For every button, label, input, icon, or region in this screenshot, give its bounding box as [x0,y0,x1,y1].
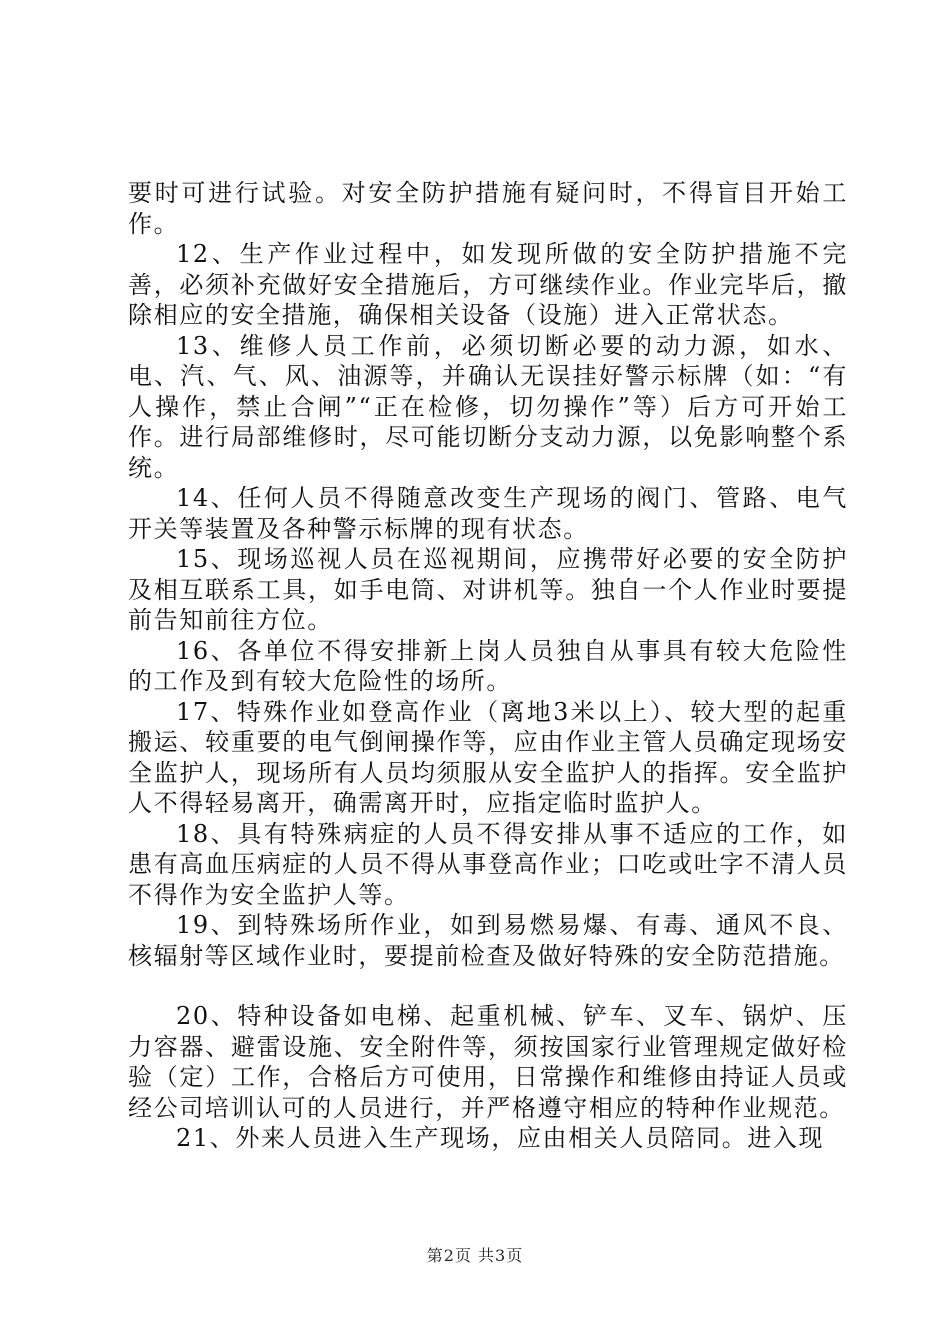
paragraph-item-14: 14、任何人员不得随意改变生产现场的阀门、管路、电气开关等装置及各种警示标牌的现有状态。 [128,484,848,543]
paragraph-item-21: 21、外来人员进入生产现场，应由相关人员陪同。进入现 [176,1124,825,1152]
paragraph-item-20: 20、特种设备如电梯、起重机械、铲车、叉车、锅炉、压力容器、避雷设施、安全附件等，须按国家行业管理规定做好检验（定）工作，合格后方可使用，日常操作和维修由持证人员或经公司培训认可的人员进行，并严格遵守相应的特种作业规范。 [128,1002,848,1122]
paragraph-item-18: 18、具有特殊病症的人员不得安排从事不适应的工作，如患有高血压病症的人员不得从事登高作业；口吃或吐字不清人员不得作为安全监护人等。 [128,819,848,909]
paragraph-item-17: 17、特殊作业如登高作业（离地3米以上）、较大型的起重搬运、较重要的电气倒闸操作等，应由作业主管人员确定现场安全监护人，现场所有人员均须服从安全监护人的指挥。安全监护人不得轻易离开，确需离开时，应指定临时监护人。 [128,697,848,817]
paragraph-item-16: 16、各单位不得安排新上岗人员独自从事具有较大危险性的工作及到有较大危险性的场所。 [128,636,848,695]
paragraph-item-12: 12、生产作业过程中，如发现所做的安全防护措施不完善，必须补充做好安全措施后，方可继续作业。作业完毕后，撤除相应的安全措施，确保相关设备（设施）进入正常状态。 [128,240,848,329]
paragraph-continuation: 要时可进行试验。对安全防护措施有疑问时，不得盲目开始工作。 [128,179,848,238]
document-body [128,178,848,1154]
paragraph-item-15: 15、现场巡视人员在巡视期间，应携带好必要的安全防护及相互联系工具，如手电筒、对讲机等。独自一个人作业时要提前告知前往方位。 [128,545,848,634]
paragraph-item-19: 19、到特殊场所作业，如到易燃易爆、有毒、通风不良、核辐射等区域作业时，要提前检查及做好特殊的安全防范措施。 [128,911,848,970]
page-number-footer: 第2页 共3页 [426,1246,524,1265]
paragraph-item-13: 13、维修人员工作前，必须切断必要的动力源，如水、电、汽、气、风、油源等，并确认无误挂好警示标牌（如：“有人操作，禁止合闸”“正在检修，切勿操作”等）后方可开始工作。进行局部维修时，尽可能切断分支动力源，以免影响整个系统。 [128,331,848,482]
